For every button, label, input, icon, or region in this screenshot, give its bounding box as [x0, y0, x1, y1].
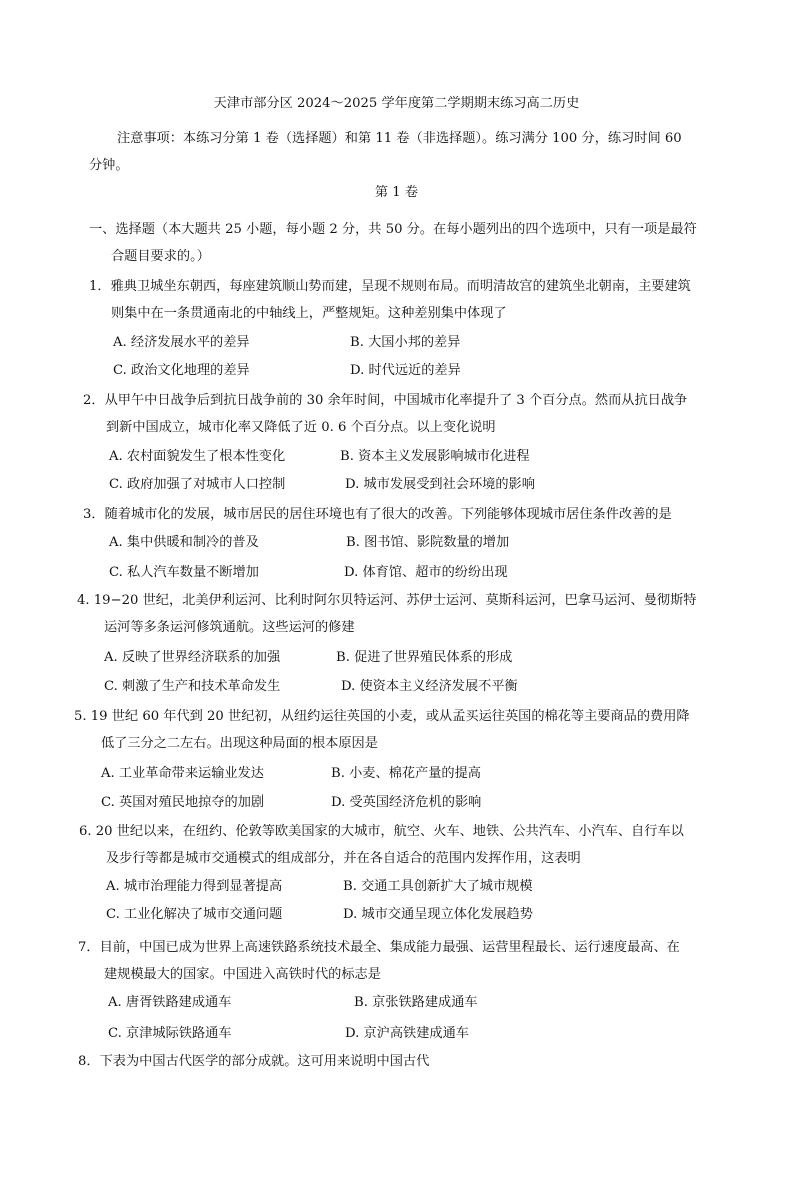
question-2-option-c: C. 政府加强了对城市人口控制 — [109, 477, 286, 492]
question-3-option-b: B. 图书馆、影院数量的增加 — [346, 535, 510, 550]
volume-heading: 第 1 卷 — [374, 185, 419, 200]
question-6-option-c: C. 工业化解决了城市交通问题 — [106, 907, 283, 922]
question-1-option-d: D. 时代远近的差异 — [350, 363, 461, 378]
question-6-option-a: A. 城市治理能力得到显著提高 — [106, 879, 283, 894]
question-7-stem: 7．目前，中国已成为世界上高速铁路系统技术最全、集成能力最强、运营里程最长、运行速度最高、在 — [78, 940, 680, 955]
question-1-option-b: B. 大国小邦的差异 — [350, 335, 461, 350]
question-1-option-c: C. 政治文化地理的差异 — [113, 363, 250, 378]
question-7-stem-continued: 建规模最大的国家。中国进入高铁时代的标志是 — [104, 967, 381, 982]
question-1-stem: 1．雅典卫城坐东朝西，每座建筑顺山势而建，呈现不规则布局。而明清故宫的建筑坐北朝南，主要建筑 — [89, 279, 691, 294]
question-6-stem-continued: 及步行等都是城市交通模式的组成部分，并在各自适合的范围内发挥作用，这表明 — [106, 851, 581, 866]
section-heading-continued: 合题目要求的。） — [111, 249, 210, 264]
question-4-option-a: A. 反映了世界经济联系的加强 — [104, 650, 281, 665]
question-5-option-d: D. 受英国经济危机的影响 — [331, 795, 482, 810]
question-2-stem: 2．从甲午中日战争后到抗日战争前的 30 余年时间，中国城市化率提升了 3 个百分点。然而从抗日战争 — [83, 393, 688, 408]
question-8-stem: 8．下表为中国古代医学的部分成就。这可用来说明中国古代 — [78, 1054, 430, 1069]
section-heading: 一、选择题（本大题共 25 小题，每小题 2 分，共 50 分。在每小题列出的四个选项中，只有一项是最符 — [89, 222, 697, 237]
notice-text-continued: 分钟。 — [89, 158, 129, 173]
question-5-stem: 5. 19 世纪 60 年代到 20 世纪初，从纽约运往英国的小麦，或从孟买运往英国的棉花等主要商品的费用降 — [74, 709, 690, 724]
question-3-option-a: A. 集中供暖和制冷的普及 — [109, 535, 259, 550]
question-1-stem-continued: 则集中在一条贯通南北的中轴线上，严整规矩。这种差别集中体现了 — [111, 306, 507, 321]
question-2-option-b: B. 资本主义发展影响城市化进程 — [340, 449, 530, 464]
question-3-stem: 3．随着城市化的发展，城市居民的居住环境也有了很大的改善。下列能够体现城市居住条件改善的是 — [83, 507, 672, 522]
question-3-option-c: C. 私人汽车数量不断增加 — [109, 565, 259, 580]
question-1-option-a: A. 经济发展水平的差异 — [113, 335, 250, 350]
page-title: 天津市部分区 2024～2025 学年度第二学期期末练习高二历史 — [213, 96, 580, 111]
question-5-stem-continued: 低了三分之二左右。出现这种局面的根本原因是 — [101, 736, 378, 751]
question-3-option-d: D. 体育馆、超市的纷纷出现 — [344, 565, 508, 580]
question-4-option-c: C. 刺激了生产和技术革命发生 — [104, 679, 281, 694]
question-7-option-a: A. 唐胥铁路建成通车 — [108, 995, 232, 1010]
question-5-option-c: C. 英国对殖民地掠夺的加剧 — [101, 795, 265, 810]
question-4-option-b: B. 促进了世界殖民体系的形成 — [336, 650, 513, 665]
question-4-stem-continued: 运河等多条运河修筑通航。这些运河的修建 — [104, 620, 355, 635]
question-7-option-d: D. 京沪高铁建成通车 — [345, 1026, 469, 1041]
question-5-option-a: A. 工业革命带来运输业发达 — [101, 766, 264, 781]
question-7-option-b: B. 京张铁路建成通车 — [354, 995, 478, 1010]
notice-text: 注意事项：本练习分第 1 卷（选择题）和第 11 卷（非选择题）。练习满分 100 分，练习时间 60 — [117, 131, 682, 146]
question-6-option-b: B. 交通工具创新扩大了城市规模 — [343, 879, 533, 894]
question-5-option-b: B. 小麦、棉花产量的提高 — [331, 766, 481, 781]
question-2-option-a: A. 农村面貌发生了根本性变化 — [109, 449, 286, 464]
question-6-option-d: D. 城市交通呈现立体化发展趋势 — [343, 907, 533, 922]
question-7-option-c: C. 京津城际铁路通车 — [108, 1026, 232, 1041]
question-4-option-d: D. 使资本主义经济发展不平衡 — [341, 679, 518, 694]
question-2-option-d: D. 城市发展受到社会环境的影响 — [345, 477, 535, 492]
question-4-stem: 4. 19−20 世纪，北美伊利运河、比利时阿尔贝特运河、苏伊士运河、莫斯科运河，巴拿马运河、曼彻斯特 — [77, 593, 697, 608]
question-2-stem-continued: 到新中国成立，城市化率又降低了近 0. 6 个百分点。以上变化说明 — [106, 420, 496, 435]
question-6-stem: 6. 20 世纪以来，在纽约、伦敦等欧美国家的大城市，航空、火车、地铁、公共汽车、小汽车、自行车以 — [79, 824, 684, 839]
